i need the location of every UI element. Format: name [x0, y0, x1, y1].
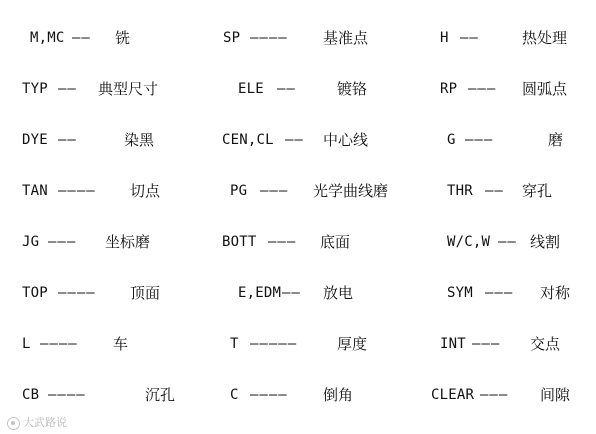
- abbreviation-meaning: 坐标磨: [105, 233, 151, 251]
- separator-dash: ———: [468, 81, 497, 97]
- separator-dash: ————: [250, 387, 288, 403]
- abbreviation-code: H: [440, 30, 449, 46]
- abbreviation-meaning: 中心线: [323, 131, 369, 149]
- abbreviation-code: E,EDM: [238, 285, 282, 301]
- abbreviation-code: DYE: [22, 132, 48, 148]
- abbreviation-code: INT: [440, 336, 466, 352]
- abbreviation-meaning: 穿孔: [522, 182, 553, 200]
- separator-dash: ——: [485, 183, 504, 199]
- abbreviation-meaning: 典型尺寸: [98, 80, 159, 98]
- abbreviation-entry: [0, 77, 596, 101]
- abbreviation-entry: [0, 332, 596, 356]
- separator-dash: ————: [48, 387, 86, 403]
- abbreviation-code: CB: [22, 387, 40, 403]
- abbreviation-meaning: 圆弧点: [522, 80, 568, 98]
- abbreviation-code: L: [22, 336, 31, 352]
- separator-dash: ——: [460, 30, 479, 46]
- abbreviation-code: CEN,CL: [222, 132, 274, 148]
- separator-dash: ——: [58, 132, 77, 148]
- abbreviation-entry: [0, 230, 596, 254]
- abbreviation-meaning: 放电: [323, 284, 354, 302]
- abbreviation-code: ELE: [238, 81, 264, 97]
- abbreviation-meaning: 底面: [320, 233, 351, 251]
- abbreviation-meaning: 染黑: [124, 131, 155, 149]
- abbreviation-entry: [0, 128, 596, 152]
- abbreviation-code: RP: [440, 81, 458, 97]
- abbreviation-meaning: 基准点: [323, 29, 369, 47]
- watermark-logo-icon: [7, 417, 20, 430]
- separator-dash: ——: [72, 30, 91, 46]
- separator-dash: ————: [40, 336, 78, 352]
- separator-dash: ———: [465, 132, 494, 148]
- separator-dash: ———: [472, 336, 501, 352]
- separator-dash: ——: [277, 81, 296, 97]
- separator-dash: ————: [58, 285, 96, 301]
- abbreviation-meaning: 线割: [530, 233, 561, 251]
- abbreviation-code: SYM: [447, 285, 473, 301]
- separator-dash: —————: [250, 336, 298, 352]
- separator-dash: ———: [260, 183, 289, 199]
- abbreviation-code: G: [447, 132, 456, 148]
- abbreviation-code: CLEAR: [431, 387, 475, 403]
- separator-dash: ——: [282, 285, 301, 301]
- abbreviation-meaning: 光学曲线磨: [313, 182, 389, 200]
- abbreviation-entry: [0, 179, 596, 203]
- abbreviation-code: BOTT: [222, 234, 257, 250]
- abbreviation-code: M,MC: [30, 30, 65, 46]
- abbreviation-entry: [0, 281, 596, 305]
- abbreviation-code: JG: [22, 234, 40, 250]
- abbreviation-code: TAN: [22, 183, 48, 199]
- abbreviation-meaning: 厚度: [337, 335, 368, 353]
- abbreviation-code: C: [230, 387, 239, 403]
- abbreviation-code: TYP: [22, 81, 48, 97]
- separator-dash: ——: [498, 234, 517, 250]
- abbreviation-code: T: [230, 336, 239, 352]
- abbreviation-meaning: 倒角: [323, 386, 354, 404]
- abbreviation-meaning: 热处理: [522, 29, 568, 47]
- watermark: [7, 414, 67, 432]
- abbreviation-meaning: 交点: [530, 335, 561, 353]
- abbreviation-code: PG: [230, 183, 248, 199]
- abbreviation-meaning: 磨: [548, 131, 564, 149]
- abbreviation-code: THR: [447, 183, 473, 199]
- separator-dash: ——: [58, 81, 77, 97]
- abbreviation-meaning: 切点: [130, 182, 161, 200]
- abbreviation-meaning: 铣: [115, 29, 131, 47]
- abbreviation-meaning: 镀铬: [337, 80, 368, 98]
- separator-dash: ————: [58, 183, 96, 199]
- separator-dash: ———: [268, 234, 297, 250]
- abbreviation-meaning: 车: [113, 335, 129, 353]
- separator-dash: ———: [48, 234, 77, 250]
- abbreviation-code: SP: [223, 30, 241, 46]
- abbreviation-code: TOP: [22, 285, 48, 301]
- separator-dash: ————: [250, 30, 288, 46]
- abbreviation-meaning: 间隙: [540, 386, 571, 404]
- abbreviation-code: W/C,W: [447, 234, 491, 250]
- abbreviation-meaning: 顶面: [130, 284, 161, 302]
- abbreviation-entry: [0, 26, 596, 50]
- separator-dash: ——: [285, 132, 304, 148]
- watermark-text: 大武路说: [23, 416, 67, 429]
- abbreviation-meaning: 沉孔: [145, 386, 176, 404]
- separator-dash: ———: [485, 285, 514, 301]
- separator-dash: ———: [480, 387, 509, 403]
- abbreviation-entry: [0, 383, 596, 407]
- abbreviation-meaning: 对称: [540, 284, 571, 302]
